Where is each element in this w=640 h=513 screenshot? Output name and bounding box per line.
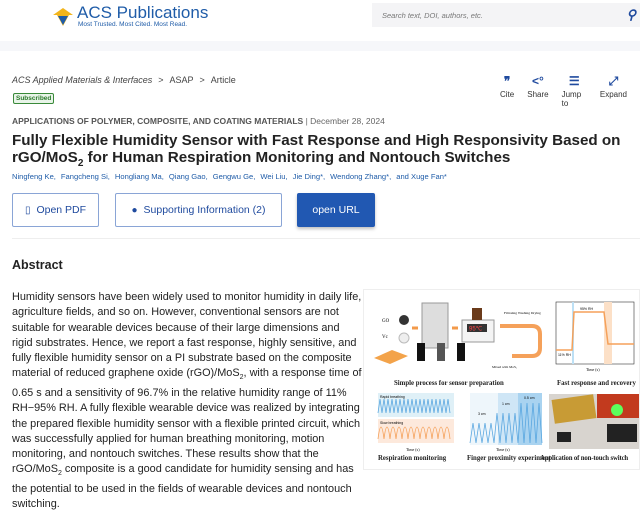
cite-button[interactable] (500, 74, 514, 108)
jump-to-button[interactable] (562, 74, 587, 108)
logo-title: ACS Publications (77, 3, 209, 22)
author-link[interactable]: Fangcheng Si, (60, 172, 110, 181)
author-link[interactable]: Hongliang Ma, (114, 172, 164, 181)
breadcrumb-journal[interactable]: ACS Applied Materials & Interfaces (12, 75, 153, 85)
response-chart (552, 300, 636, 375)
rh95-label: 95% RH (580, 307, 594, 311)
caption-response: Fast response and recovery (557, 380, 636, 387)
caption-preparation: Simple process for sensor preparation (394, 380, 504, 387)
mixed-label: Mixed with MoS₂ (492, 365, 518, 369)
jump-to-label: Jump to (561, 90, 582, 108)
author-link[interactable]: and Xuge Fan* (396, 172, 447, 181)
author-link[interactable]: Jie Ding*, (292, 172, 326, 181)
slow-label: Slow breathing (380, 421, 404, 425)
supporting-info-label: Supporting Information (2) (143, 204, 266, 216)
article-category[interactable]: APPLICATIONS OF POLYMER, COMPOSITE, AND COATING MATERIALS (12, 116, 304, 126)
divider (12, 238, 640, 239)
d3-label: 0.5 cm (524, 396, 535, 400)
caption-respiration: Respiration monitoring (378, 455, 447, 462)
open-pdf-button[interactable] (12, 193, 99, 227)
article-toolbar (500, 74, 640, 108)
logo-tagline: Most Trusted. Most Cited. Most Read. (78, 21, 188, 28)
breadcrumb-issue[interactable]: ASAP (169, 75, 194, 85)
steps-label: Filtrating Washing Drying (504, 311, 541, 315)
breadcrumb-separator: > (158, 75, 164, 85)
cite-label: Cite (500, 90, 515, 99)
search-placeholder: Search text, DOI, authors, etc. (382, 10, 483, 20)
go-label: GO (382, 319, 390, 324)
si-icon: ● (131, 204, 138, 216)
time-label: Time (s) (586, 367, 600, 372)
breadcrumb-page: Article (210, 75, 236, 85)
site-header (0, 0, 640, 41)
vial (457, 343, 465, 361)
expand-label: Expand (599, 90, 627, 99)
d2-label: 1 cm (502, 402, 510, 406)
author-link[interactable]: Ningfeng Ke, (12, 172, 56, 181)
search-icon[interactable]: ⚲ (626, 7, 636, 22)
share-icon: <° (532, 74, 544, 88)
author-link[interactable]: Wendong Zhang*, (330, 172, 392, 181)
share-button[interactable] (527, 74, 548, 108)
abstract-text: Humidity sensors have been widely used to monitor humidity in daily life, agriculture fields, and so on. However, conventional sensors are not suitable for wearable devices because of their large dimensions and rigid substrates. Hence, we report a fast response, highly sensitive, and fully flexible humidity sensor on a PI substrate based on the composite material of reduced graphene oxide (rGO)/MoS$_2$, with a response time of 0.65 s and a sensitivity of 96.7% in the relative humidity range of 11% RH−95% RH. A fully flexible wearable device was realized by integrating the prepared flexible humidity sensor with a flexible printed circuit, which was successfully applied for human breathing monitoring, motion monitoring, and nontouch switches. These results show that the rGO/MoS$_2$ composite is a good candidate for humidity sensing and has the potential to be used in the fields of wearable devices and nontouch switching. (12, 291, 362, 511)
process-diagram (372, 298, 547, 373)
article-title: Fully Flexible Humidity Sensor with Fast Response and High Responsivity Based on rGO/MoS$_2$ for Human Respiration Monitoring and Nontouch Switches (12, 132, 621, 169)
beaker (472, 308, 482, 320)
vial (417, 343, 425, 361)
rh11-label: 11% RH (558, 353, 571, 357)
search-input[interactable] (372, 3, 640, 27)
author-link[interactable]: Qiang Gao, (168, 172, 208, 181)
breadcrumb-separator: > (199, 75, 205, 85)
author-list (12, 172, 452, 181)
list-icon: ☰ (568, 74, 580, 88)
switch-photo (549, 394, 639, 449)
go-powder (399, 315, 409, 325)
breadcrumb (12, 75, 236, 85)
abstract-heading: Abstract (12, 258, 63, 272)
rapid-label: Rapid breathing (380, 395, 405, 399)
vial (437, 343, 445, 361)
toc-graphic[interactable] (363, 289, 640, 470)
reactor (422, 303, 448, 348)
pdf-icon: ▯ (24, 204, 31, 216)
temp-label: 95℃ (469, 326, 483, 333)
respiration-chart (372, 393, 454, 453)
d1-label: 3 cm (478, 412, 486, 416)
author-link[interactable]: Wei Liu, (260, 172, 288, 181)
expand-icon: ⤢ (608, 74, 619, 88)
acs-shield-icon (52, 6, 74, 28)
expand-button[interactable] (600, 74, 627, 108)
article-date: December 28, 2024 (310, 116, 385, 126)
quote-icon: ❞ (503, 74, 511, 88)
supporting-info-button[interactable] (115, 193, 282, 227)
time-label: Time (s) (406, 447, 420, 452)
open-pdf-label: Open PDF (36, 204, 87, 216)
open-url-button[interactable]: open URL (297, 193, 375, 227)
time-label: Time (s) (496, 447, 510, 452)
article-category-line: APPLICATIONS OF POLYMER, COMPOSITE, AND COATING MATERIALS | December 28, 2024 (12, 116, 385, 126)
process-arrow (500, 326, 540, 356)
header-band (0, 41, 640, 51)
caption-proximity: Finger proximity experiment (467, 455, 551, 462)
vc-powder (399, 333, 409, 343)
share-label: Share (527, 90, 549, 99)
caption-switch: Application of non-touch switch (540, 455, 629, 462)
author-link[interactable]: Gengwu Ge, (212, 172, 256, 181)
subscribed-badge: Subscribed (13, 93, 54, 104)
acs-logo[interactable] (52, 4, 208, 29)
vc-label: Vc (382, 335, 388, 340)
proximity-chart (464, 393, 544, 453)
sensor-substrate (374, 350, 408, 364)
